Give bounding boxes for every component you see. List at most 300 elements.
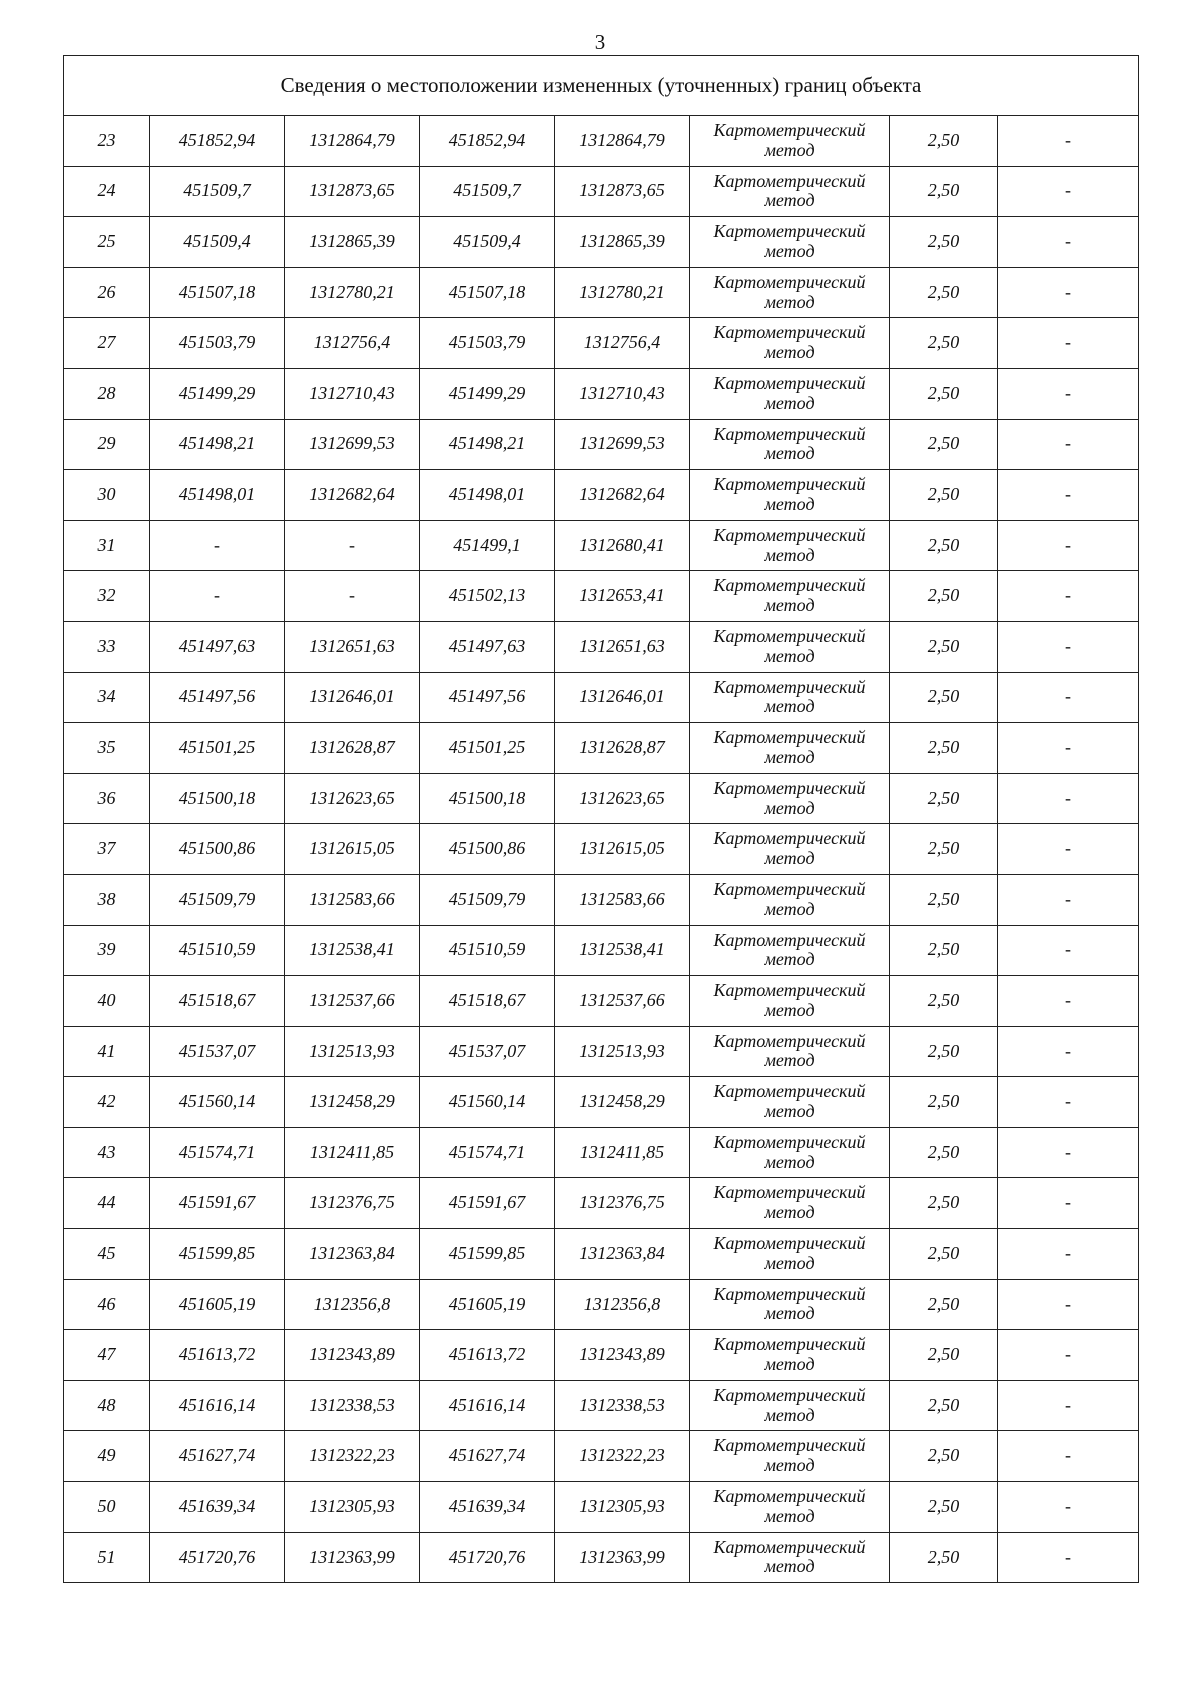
method-cell <box>690 672 890 723</box>
y-old-cell: 1312363,84 <box>285 1229 420 1280</box>
x-new-cell: 451499,29 <box>420 368 555 419</box>
accuracy-cell: 2,50 <box>890 874 998 925</box>
accuracy-cell: 2,50 <box>890 419 998 470</box>
point-number-cell: 41 <box>64 1026 150 1077</box>
y-old-cell: 1312305,93 <box>285 1482 420 1533</box>
accuracy-cell: 2,50 <box>890 1380 998 1431</box>
accuracy-cell: 2,50 <box>890 267 998 318</box>
point-number-cell: 43 <box>64 1127 150 1178</box>
point-number-cell: 25 <box>64 217 150 268</box>
y-old-cell: 1312864,79 <box>285 116 420 167</box>
y-new-cell: 1312710,43 <box>555 368 690 419</box>
description-cell: - <box>998 672 1139 723</box>
description-cell: - <box>998 368 1139 419</box>
accuracy-cell: 2,50 <box>890 470 998 521</box>
accuracy-cell: 2,50 <box>890 217 998 268</box>
point-number-cell: 27 <box>64 318 150 369</box>
accuracy-cell: 2,50 <box>890 1431 998 1482</box>
method-cell <box>690 1127 890 1178</box>
table-row <box>64 773 1139 824</box>
method-line2: метод <box>764 240 815 261</box>
point-number-cell: 23 <box>64 116 150 167</box>
method-cell <box>690 318 890 369</box>
method-line2: метод <box>764 1404 815 1425</box>
x-new-cell: 451510,59 <box>420 925 555 976</box>
x-old-cell: 451605,19 <box>150 1279 285 1330</box>
y-new-cell: 1312513,93 <box>555 1026 690 1077</box>
x-old-cell: 451518,67 <box>150 976 285 1027</box>
y-new-cell: 1312756,4 <box>555 318 690 369</box>
point-number-cell: 36 <box>64 773 150 824</box>
point-number-cell: 50 <box>64 1482 150 1533</box>
method-line2: метод <box>764 746 815 767</box>
table-row <box>64 672 1139 723</box>
y-new-cell: 1312680,41 <box>555 520 690 571</box>
method-cell <box>690 1026 890 1077</box>
y-new-cell: 1312653,41 <box>555 571 690 622</box>
method-cell <box>690 1380 890 1431</box>
y-old-cell: 1312651,63 <box>285 621 420 672</box>
point-number-cell: 48 <box>64 1380 150 1431</box>
description-cell: - <box>998 520 1139 571</box>
table-row <box>64 368 1139 419</box>
y-new-cell: 1312376,75 <box>555 1178 690 1229</box>
x-old-cell: 451497,56 <box>150 672 285 723</box>
point-number-cell: 33 <box>64 621 150 672</box>
x-new-cell: 451503,79 <box>420 318 555 369</box>
x-new-cell: 451613,72 <box>420 1330 555 1381</box>
accuracy-cell: 2,50 <box>890 925 998 976</box>
table-row <box>64 318 1139 369</box>
method-cell <box>690 1482 890 1533</box>
table-row <box>64 1077 1139 1128</box>
point-number-cell: 38 <box>64 874 150 925</box>
y-new-cell: 1312873,65 <box>555 166 690 217</box>
method-cell <box>690 217 890 268</box>
y-old-cell: 1312322,23 <box>285 1431 420 1482</box>
y-old-cell: 1312699,53 <box>285 419 420 470</box>
description-cell: - <box>998 1482 1139 1533</box>
table-row <box>64 1026 1139 1077</box>
method-line1: Картометрический <box>713 1182 866 1203</box>
y-new-cell: 1312583,66 <box>555 874 690 925</box>
x-old-cell: 451509,4 <box>150 217 285 268</box>
description-cell: - <box>998 976 1139 1027</box>
point-number-cell: 37 <box>64 824 150 875</box>
x-old-cell: 451591,67 <box>150 1178 285 1229</box>
point-number-cell: 30 <box>64 470 150 521</box>
y-old-cell: 1312343,89 <box>285 1330 420 1381</box>
description-cell: - <box>998 116 1139 167</box>
method-line2: метод <box>764 848 815 869</box>
accuracy-cell: 2,50 <box>890 1330 998 1381</box>
y-old-cell: 1312780,21 <box>285 267 420 318</box>
table-title: Сведения о местоположении измененных (уточненных) границ объекта <box>64 56 1139 116</box>
accuracy-cell: 2,50 <box>890 1127 998 1178</box>
method-line1: Картометрический <box>713 1131 866 1152</box>
y-old-cell: 1312538,41 <box>285 925 420 976</box>
x-new-cell: 451500,18 <box>420 773 555 824</box>
method-line1: Картометрический <box>713 777 866 798</box>
table-row <box>64 520 1139 571</box>
x-new-cell: 451509,4 <box>420 217 555 268</box>
y-new-cell: 1312458,29 <box>555 1077 690 1128</box>
x-new-cell: 451501,25 <box>420 723 555 774</box>
method-line1: Картометрический <box>713 828 866 849</box>
point-number-cell: 49 <box>64 1431 150 1482</box>
method-line2: метод <box>764 392 815 413</box>
method-cell <box>690 773 890 824</box>
accuracy-cell: 2,50 <box>890 1482 998 1533</box>
table-row <box>64 1431 1139 1482</box>
description-cell: - <box>998 318 1139 369</box>
table-row <box>64 1279 1139 1330</box>
method-line2: метод <box>764 493 815 514</box>
x-old-cell: 451599,85 <box>150 1229 285 1280</box>
point-number-cell: 51 <box>64 1532 150 1583</box>
y-new-cell: 1312615,05 <box>555 824 690 875</box>
table-row <box>64 267 1139 318</box>
description-cell: - <box>998 621 1139 672</box>
method-line1: Картометрический <box>713 676 866 697</box>
description-cell: - <box>998 1026 1139 1077</box>
point-number-cell: 31 <box>64 520 150 571</box>
method-line2: метод <box>764 1556 815 1577</box>
y-old-cell: 1312356,8 <box>285 1279 420 1330</box>
accuracy-cell: 2,50 <box>890 1178 998 1229</box>
table-row <box>64 723 1139 774</box>
x-new-cell: 451518,67 <box>420 976 555 1027</box>
description-cell: - <box>998 925 1139 976</box>
method-cell <box>690 520 890 571</box>
y-old-cell: 1312376,75 <box>285 1178 420 1229</box>
table-row <box>64 621 1139 672</box>
description-cell: - <box>998 773 1139 824</box>
method-line2: метод <box>764 1354 815 1375</box>
table-row <box>64 976 1139 1027</box>
description-cell: - <box>998 723 1139 774</box>
x-new-cell: 451498,01 <box>420 470 555 521</box>
table-row <box>64 1482 1139 1533</box>
method-line1: Картометрический <box>713 727 866 748</box>
method-line2: метод <box>764 645 815 666</box>
y-old-cell: 1312873,65 <box>285 166 420 217</box>
method-cell <box>690 874 890 925</box>
y-new-cell: 1312865,39 <box>555 217 690 268</box>
y-old-cell: 1312458,29 <box>285 1077 420 1128</box>
x-new-cell: 451500,86 <box>420 824 555 875</box>
description-cell: - <box>998 1127 1139 1178</box>
description-cell: - <box>998 1178 1139 1229</box>
point-number-cell: 45 <box>64 1229 150 1280</box>
x-new-cell: 451605,19 <box>420 1279 555 1330</box>
table-row <box>64 1127 1139 1178</box>
accuracy-cell: 2,50 <box>890 773 998 824</box>
y-new-cell: 1312343,89 <box>555 1330 690 1381</box>
method-line1: Картометрический <box>713 1536 866 1557</box>
page-number: 3 <box>594 30 606 54</box>
point-number-cell: 44 <box>64 1178 150 1229</box>
y-new-cell: 1312682,64 <box>555 470 690 521</box>
table-row <box>64 470 1139 521</box>
x-old-cell: 451498,01 <box>150 470 285 521</box>
x-old-cell: 451498,21 <box>150 419 285 470</box>
y-old-cell: 1312615,05 <box>285 824 420 875</box>
y-old-cell: 1312583,66 <box>285 874 420 925</box>
y-old-cell: 1312756,4 <box>285 318 420 369</box>
coordinates-table <box>63 55 1139 1583</box>
method-line1: Картометрический <box>713 372 866 393</box>
y-old-cell: 1312623,65 <box>285 773 420 824</box>
y-old-cell: 1312682,64 <box>285 470 420 521</box>
y-old-cell: 1312628,87 <box>285 723 420 774</box>
description-cell: - <box>998 874 1139 925</box>
y-new-cell: 1312322,23 <box>555 1431 690 1482</box>
method-line2: метод <box>764 1151 815 1172</box>
method-line2: метод <box>764 443 815 464</box>
point-number-cell: 35 <box>64 723 150 774</box>
y-new-cell: 1312780,21 <box>555 267 690 318</box>
y-old-cell: 1312338,53 <box>285 1380 420 1431</box>
method-line1: Картометрический <box>713 423 866 444</box>
method-line1: Картометрический <box>713 1030 866 1051</box>
accuracy-cell: 2,50 <box>890 571 998 622</box>
method-cell <box>690 1077 890 1128</box>
description-cell: - <box>998 1077 1139 1128</box>
accuracy-cell: 2,50 <box>890 116 998 167</box>
x-new-cell: 451560,14 <box>420 1077 555 1128</box>
table-row <box>64 1380 1139 1431</box>
y-new-cell: 1312411,85 <box>555 1127 690 1178</box>
y-new-cell: 1312537,66 <box>555 976 690 1027</box>
method-cell <box>690 571 890 622</box>
method-cell <box>690 1279 890 1330</box>
method-cell <box>690 116 890 167</box>
method-line2: метод <box>764 544 815 565</box>
point-number-cell: 26 <box>64 267 150 318</box>
method-line2: метод <box>764 1252 815 1273</box>
y-new-cell: 1312699,53 <box>555 419 690 470</box>
method-line2: метод <box>764 342 815 363</box>
accuracy-cell: 2,50 <box>890 520 998 571</box>
x-old-cell: 451499,29 <box>150 368 285 419</box>
x-old-cell: 451509,7 <box>150 166 285 217</box>
point-number-cell: 24 <box>64 166 150 217</box>
point-number-cell: 40 <box>64 976 150 1027</box>
table-title-row <box>64 56 1139 116</box>
y-old-cell: 1312710,43 <box>285 368 420 419</box>
table-row <box>64 116 1139 167</box>
description-cell: - <box>998 470 1139 521</box>
method-line2: метод <box>764 291 815 312</box>
x-old-cell: 451500,86 <box>150 824 285 875</box>
accuracy-cell: 2,50 <box>890 1279 998 1330</box>
table-row <box>64 1178 1139 1229</box>
method-line2: метод <box>764 1505 815 1526</box>
point-number-cell: 28 <box>64 368 150 419</box>
y-new-cell: 1312363,99 <box>555 1532 690 1583</box>
method-cell <box>690 824 890 875</box>
y-old-cell: 1312865,39 <box>285 217 420 268</box>
method-cell <box>690 1178 890 1229</box>
x-new-cell: 451591,67 <box>420 1178 555 1229</box>
method-cell <box>690 1532 890 1583</box>
table-row <box>64 1229 1139 1280</box>
method-line1: Картометрический <box>713 221 866 242</box>
x-new-cell: 451507,18 <box>420 267 555 318</box>
description-cell: - <box>998 571 1139 622</box>
method-cell <box>690 621 890 672</box>
method-line2: метод <box>764 898 815 919</box>
method-cell <box>690 925 890 976</box>
table-row <box>64 874 1139 925</box>
method-line2: метод <box>764 999 815 1020</box>
x-new-cell: 451537,07 <box>420 1026 555 1077</box>
accuracy-cell: 2,50 <box>890 166 998 217</box>
x-old-cell: 451574,71 <box>150 1127 285 1178</box>
accuracy-cell: 2,50 <box>890 976 998 1027</box>
method-line2: метод <box>764 139 815 160</box>
method-line2: метод <box>764 1101 815 1122</box>
description-cell: - <box>998 166 1139 217</box>
method-line2: метод <box>764 797 815 818</box>
x-old-cell: 451616,14 <box>150 1380 285 1431</box>
y-new-cell: 1312646,01 <box>555 672 690 723</box>
method-line1: Картометрический <box>713 1486 866 1507</box>
x-new-cell: 451509,7 <box>420 166 555 217</box>
method-line1: Картометрический <box>713 271 866 292</box>
method-cell <box>690 470 890 521</box>
y-new-cell: 1312628,87 <box>555 723 690 774</box>
x-old-cell: 451500,18 <box>150 773 285 824</box>
method-line1: Картометрический <box>713 322 866 343</box>
description-cell: - <box>998 1229 1139 1280</box>
method-line1: Картометрический <box>713 474 866 495</box>
description-cell: - <box>998 1532 1139 1583</box>
x-new-cell: 451498,21 <box>420 419 555 470</box>
y-old-cell: - <box>285 520 420 571</box>
description-cell: - <box>998 217 1139 268</box>
x-new-cell: 451627,74 <box>420 1431 555 1482</box>
y-new-cell: 1312363,84 <box>555 1229 690 1280</box>
accuracy-cell: 2,50 <box>890 621 998 672</box>
description-cell: - <box>998 419 1139 470</box>
method-line1: Картометрический <box>713 1334 866 1355</box>
method-line1: Картометрический <box>713 120 866 140</box>
method-cell <box>690 1229 890 1280</box>
y-new-cell: 1312356,8 <box>555 1279 690 1330</box>
x-old-cell: 451503,79 <box>150 318 285 369</box>
method-line1: Картометрический <box>713 575 866 596</box>
x-old-cell: - <box>150 520 285 571</box>
x-new-cell: 451509,79 <box>420 874 555 925</box>
y-old-cell: 1312411,85 <box>285 1127 420 1178</box>
description-cell: - <box>998 1279 1139 1330</box>
x-new-cell: 451497,56 <box>420 672 555 723</box>
method-line2: метод <box>764 696 815 717</box>
point-number-cell: 32 <box>64 571 150 622</box>
method-line2: метод <box>764 1050 815 1071</box>
accuracy-cell: 2,50 <box>890 1026 998 1077</box>
method-line2: метод <box>764 1455 815 1476</box>
x-old-cell: 451560,14 <box>150 1077 285 1128</box>
x-old-cell: 451501,25 <box>150 723 285 774</box>
y-old-cell: 1312513,93 <box>285 1026 420 1077</box>
method-line1: Картометрический <box>713 625 866 646</box>
point-number-cell: 42 <box>64 1077 150 1128</box>
x-new-cell: 451499,1 <box>420 520 555 571</box>
method-line1: Картометрический <box>713 980 866 1001</box>
y-old-cell: 1312537,66 <box>285 976 420 1027</box>
method-line2: метод <box>764 1303 815 1324</box>
x-old-cell: 451510,59 <box>150 925 285 976</box>
x-new-cell: 451502,13 <box>420 571 555 622</box>
point-number-cell: 47 <box>64 1330 150 1381</box>
method-line2: метод <box>764 190 815 211</box>
y-new-cell: 1312651,63 <box>555 621 690 672</box>
y-old-cell: 1312363,99 <box>285 1532 420 1583</box>
description-cell: - <box>998 1431 1139 1482</box>
method-cell <box>690 419 890 470</box>
table-row <box>64 1532 1139 1583</box>
table-row <box>64 419 1139 470</box>
x-new-cell: 451574,71 <box>420 1127 555 1178</box>
x-new-cell: 451639,34 <box>420 1482 555 1533</box>
x-new-cell: 451599,85 <box>420 1229 555 1280</box>
x-old-cell: 451720,76 <box>150 1532 285 1583</box>
method-cell <box>690 166 890 217</box>
y-new-cell: 1312623,65 <box>555 773 690 824</box>
method-cell <box>690 976 890 1027</box>
method-cell <box>690 1431 890 1482</box>
description-cell: - <box>998 1380 1139 1431</box>
method-line1: Картометрический <box>713 929 866 950</box>
accuracy-cell: 2,50 <box>890 824 998 875</box>
x-new-cell: 451852,94 <box>420 116 555 167</box>
y-new-cell: 1312864,79 <box>555 116 690 167</box>
x-old-cell: 451613,72 <box>150 1330 285 1381</box>
method-line1: Картометрический <box>713 1283 866 1304</box>
description-cell: - <box>998 1330 1139 1381</box>
x-old-cell: 451507,18 <box>150 267 285 318</box>
x-new-cell: 451616,14 <box>420 1380 555 1431</box>
table-row <box>64 571 1139 622</box>
accuracy-cell: 2,50 <box>890 672 998 723</box>
method-line1: Картометрический <box>713 1435 866 1456</box>
accuracy-cell: 2,50 <box>890 368 998 419</box>
y-new-cell: 1312538,41 <box>555 925 690 976</box>
method-cell <box>690 267 890 318</box>
point-number-cell: 46 <box>64 1279 150 1330</box>
method-line1: Картометрический <box>713 878 866 899</box>
accuracy-cell: 2,50 <box>890 1229 998 1280</box>
y-old-cell: 1312646,01 <box>285 672 420 723</box>
x-old-cell: - <box>150 571 285 622</box>
x-new-cell: 451497,63 <box>420 621 555 672</box>
method-line2: метод <box>764 595 815 616</box>
method-cell <box>690 1330 890 1381</box>
x-new-cell: 451720,76 <box>420 1532 555 1583</box>
x-old-cell: 451509,79 <box>150 874 285 925</box>
method-line1: Картометрический <box>713 170 866 191</box>
x-old-cell: 451497,63 <box>150 621 285 672</box>
x-old-cell: 451639,34 <box>150 1482 285 1533</box>
description-cell: - <box>998 267 1139 318</box>
point-number-cell: 34 <box>64 672 150 723</box>
accuracy-cell: 2,50 <box>890 723 998 774</box>
table-row <box>64 217 1139 268</box>
description-cell: - <box>998 824 1139 875</box>
